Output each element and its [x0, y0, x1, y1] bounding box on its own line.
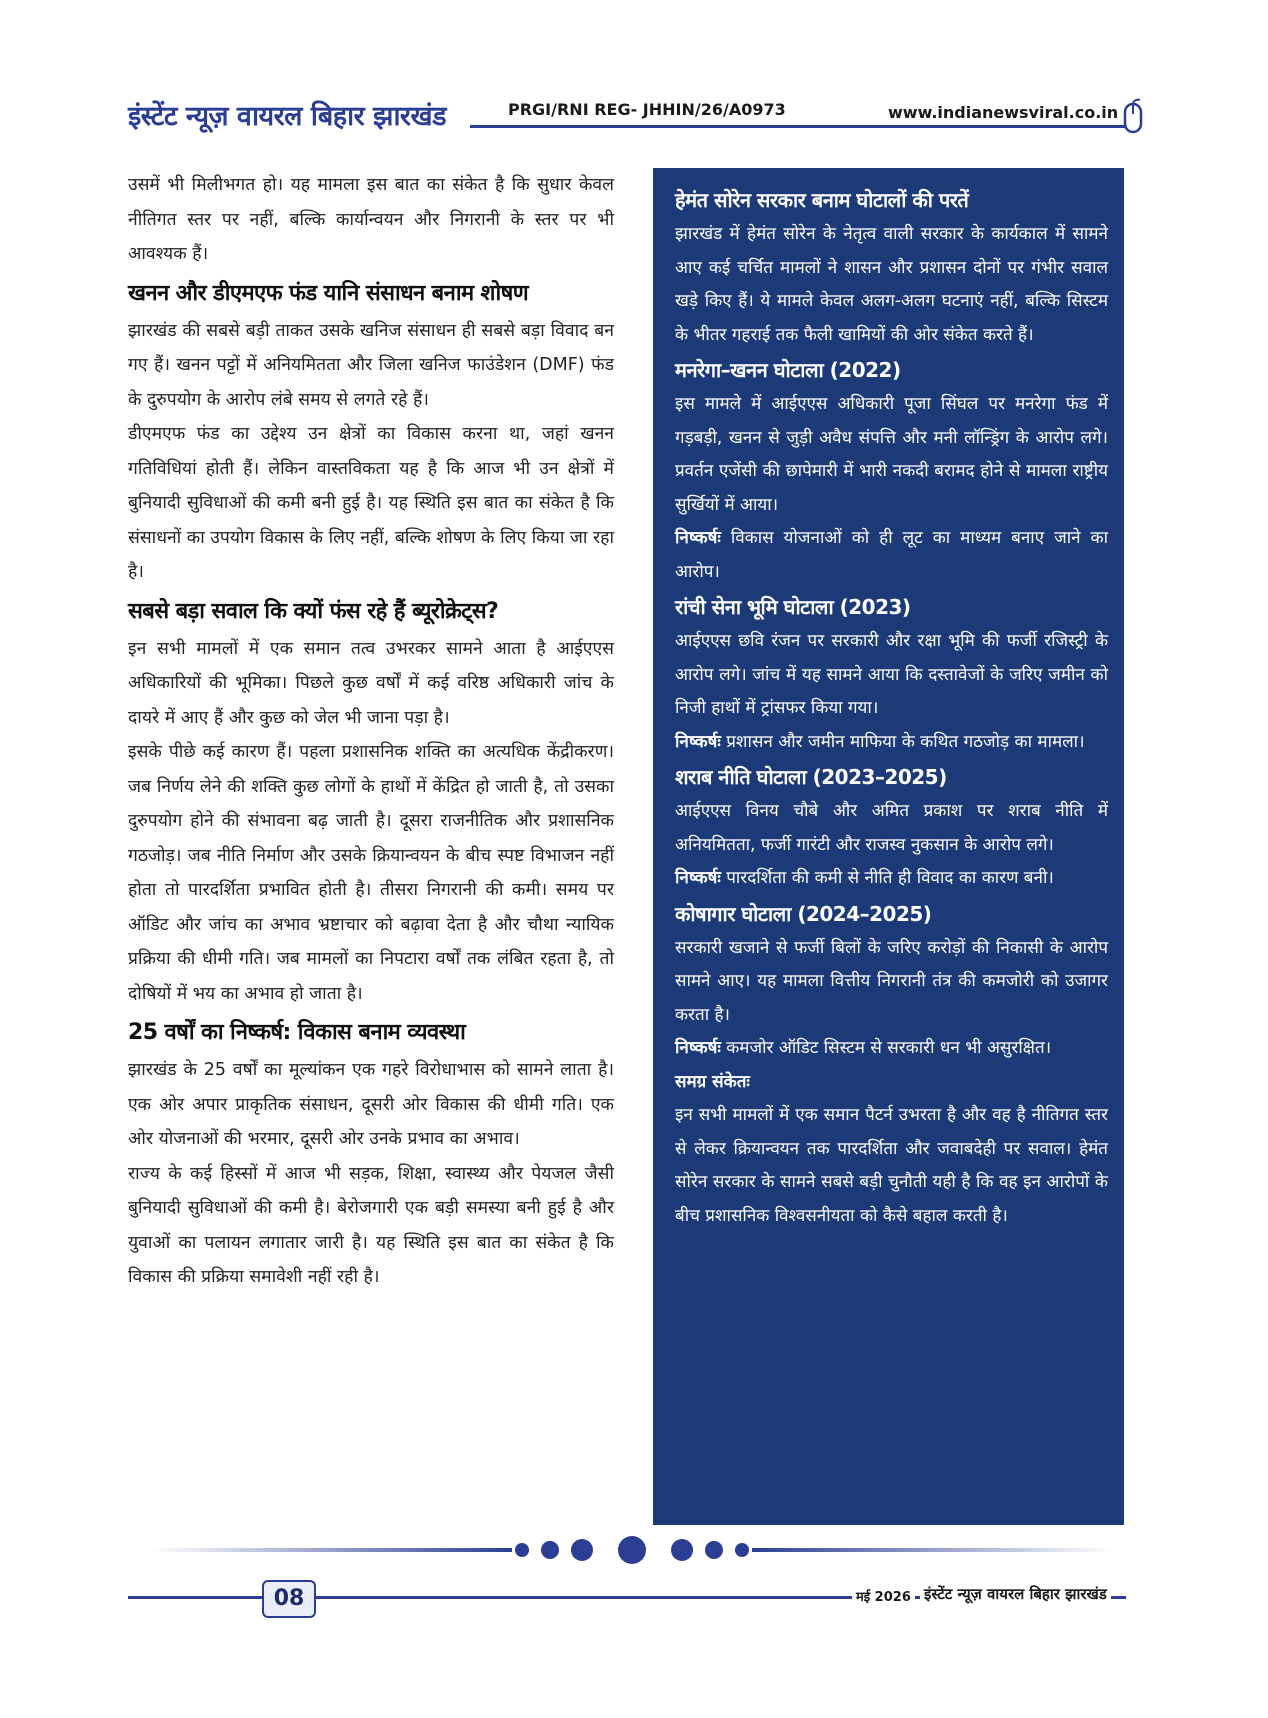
paragraph: उसमें भी मिलीभगत हो। यह मामला इस बात का संकेत है कि सुधार केवल नीतिगत स्तर पर नहीं, बल्कि कार्यान्वयन और निगरानी के स्तर पर भी आवश्यक हैं। [128, 175, 614, 264]
section-heading: सबसे बड़ा सवाल कि क्यों फंस रहे हैं ब्यूरोक्रेट्स? [128, 598, 499, 624]
section-heading: 25 वर्षों का निष्कर्ष: विकास बनाम व्यवस्था [128, 1020, 466, 1045]
case-conclusion [675, 726, 1108, 760]
summary-text: इन सभी मामलों में एक समान पैटर्न उभरता है और वह है नीतिगत स्तर से लेकर क्रियान्वयन तक पारदर्शिता और जवाबदेही पर सवाल। हेमंत सोरेन सरकार के सामने सबसे बड़ी चुनौती यही है कि वह इन आरोपों के बीच प्रशासनिक विश्वसनीयता को कैसे बहाल करती है। [675, 1105, 1108, 1226]
sidebar-title: हेमंत सोरेन सरकार बनाम घोटालों की परतें [675, 188, 969, 212]
page-number: 08 [262, 1580, 316, 1618]
main-article-column [128, 168, 614, 1295]
case-text: आईएएस विनय चौबे और अमित प्रकाश पर शराब नीति में अनियमितता, फर्जी गारंटी और राजस्व नुकसान के आरोप लगे। [675, 801, 1108, 855]
paragraph: राज्य के कई हिस्सों में आज भी सड़क, शिक्षा, स्वास्थ्य और पेयजल जैसी बुनियादी सुविधाओं की कमी है। बेरोजगारी एक बड़ी समस्या बनी हुई है और युवाओं का पलायन लगातार जारी है। यह स्थिति इस बात का संकेत है कि विकास की प्रक्रिया समावेशी नहीं रही है। [128, 1163, 614, 1287]
case-title: मनरेगा–खनन घोटाला (2022) [675, 358, 901, 382]
paragraph: झारखंड के 25 वर्षों का मूल्यांकन एक गहरे विरोधाभास को सामने लाता है। एक ओर अपार प्राकृतिक संसाधन, दूसरी ओर विकास की धीमी गति। एक ओर योजनाओं की भरमार, दूसरी ओर उनके प्रभाव का अभाव। [128, 1060, 614, 1149]
conclusion-text: कमजोर ऑडिट सिस्टम से सरकारी धन भी असुरक्षित। [726, 1038, 1052, 1058]
mouse-icon [1120, 98, 1146, 136]
case-text: इस मामले में आईएएस अधिकारी पूजा सिंघल पर मनरेगा फंड में गड़बड़ी, खनन से जुड़ी अवैध संपत्ति और मनी लॉन्ड्रिंग के आरोप लगे। प्रवर्तन एजेंसी की छापेमारी में भारी नकदी बरामद होने से मामला राष्ट्रीय सुर्खियों में आया। [675, 394, 1108, 515]
case-title: रांची सेना भूमि घोटाला (2023) [675, 595, 911, 619]
case-conclusion [675, 1032, 1108, 1066]
paragraph: झारखंड की सबसे बड़ी ताकत उसके खनिज संसाधन ही सबसे बड़ा विवाद बन गए हैं। खनन पट्टों में अनियमितता और जिला खनिज फाउंडेशन (DMF) फंड के दुरुपयोग के आरोप लंबे समय से लगते रहे हैं। [128, 320, 614, 410]
issue-date: मई 2026 [852, 1587, 915, 1605]
masthead-title: इंस्टेंट न्यूज़ वायरल बिहार झारखंड [128, 101, 447, 132]
footer-rule [128, 1596, 262, 1599]
conclusion-label: निष्कर्षः [675, 868, 721, 888]
case-conclusion [675, 862, 1108, 896]
paragraph: इसके पीछे कई कारण हैं। पहला प्रशासनिक शक्ति का अत्यधिक केंद्रीकरण। जब निर्णय लेने की शक्ति कुछ लोगों के हाथों में केंद्रित हो जाती है, तो उसका दुरुपयोग होने की संभावना बढ़ जाती है। दूसरा राजनीतिक और प्रशासनिक गठजोड़। जब नीति निर्माण और उसके क्रियान्वयन के बीच स्पष्ट विभाजन नहीं होता तो पारदर्शिता प्रभावित होती है। तीसरा निगरानी की कमी। समय पर ऑडिट और जांच का अभाव भ्रष्टाचार को बढ़ावा देता है और चौथा न्यायिक प्रक्रिया की धीमी गति। जब मामलों का निपटारा वर्षों तक लंबित रहता है, तो दोषियों में भय का अभाव हो जाता है। [128, 742, 614, 1004]
case-text: आईएएस छवि रंजन पर सरकारी और रक्षा भूमि की फर्जी रजिस्ट्री के आरोप लगे। जांच में यह सामने आया कि दस्तावेजों के जरिए जमीन को निजी हाथों में ट्रांसफर किया गया। [675, 631, 1108, 718]
conclusion-label: निष्कर्षः [675, 1038, 721, 1058]
summary-label: समग्र संकेतः [675, 1071, 750, 1092]
sidebar-intro: झारखंड में हेमंत सोरेन के नेतृत्व वाली सरकार के कार्यकाल में सामने आए कई चर्चित मामलों ने शासन और प्रशासन दोनों पर गंभीर सवाल खड़े किए हैं। ये मामले केवल अलग-अलग घटनाएं नहीं, बल्कि सिस्टम के भीतर गहराई तक फैली खामियों की ओर संकेत करते हैं। [675, 224, 1108, 345]
website-url[interactable]: www.indianewsviral.co.in [888, 103, 1119, 122]
scams-sidebar-box [653, 168, 1124, 1525]
page-header [0, 0, 1268, 150]
case-title: शराब नीति घोटाला (2023–2025) [675, 765, 947, 789]
registration-number: PRGI/RNI REG- JHHIN/26/A0973 [508, 100, 786, 119]
conclusion-label: निष्कर्षः [675, 731, 721, 752]
section-heading: खनन और डीएमएफ फंड यानि संसाधन बनाम शोषण [128, 280, 529, 306]
header-rule [470, 125, 1125, 128]
case-title: कोषागार घोटाला (2024–2025) [675, 901, 932, 926]
case-text: सरकारी खजाने से फर्जी बिलों के जरिए करोड़ों की निकासी के आरोप सामने आए। यह मामला वित्तीय निगरानी तंत्र की कमजोरी को उजागर करता है। [675, 937, 1108, 1025]
decorative-divider [152, 1535, 1112, 1565]
case-conclusion [675, 522, 1108, 589]
paragraph: इन सभी मामलों में एक समान तत्व उभरकर सामने आता है आईएएस अधिकारियों की भूमिका। पिछले कुछ वर्षों में कई वरिष्ठ अधिकारी जांच के दायरे में आए हैं और कुछ को जेल भी जाना पड़ा है। [128, 638, 614, 728]
conclusion-text: विकास योजनाओं को ही लूट का माध्यम बनाए जाने का आरोप। [675, 528, 1108, 582]
paragraph: डीएमएफ फंड का उद्देश्य उन क्षेत्रों का विकास करना था, जहां खनन गतिविधियां होती हैं। लेकिन वास्तविकता यह है कि आज भी उन क्षेत्रों में बुनियादी सुविधाओं की कमी बनी हुई है। यह स्थिति इस बात का संकेत है कि संसाधनों का उपयोग विकास के लिए नहीं, बल्कि शोषण के लिए किया जा रहा है। [128, 424, 614, 582]
footer-title: इंस्टेंट न्यूज़ वायरल बिहार झारखंड [920, 1584, 1111, 1604]
conclusion-label: निष्कर्षः [675, 528, 721, 548]
conclusion-text: पारदर्शिता की कमी से नीति ही विवाद का कारण बनी। [726, 868, 1054, 888]
conclusion-text: प्रशासन और जमीन माफिया के कथित गठजोड़ का मामला। [726, 731, 1085, 752]
